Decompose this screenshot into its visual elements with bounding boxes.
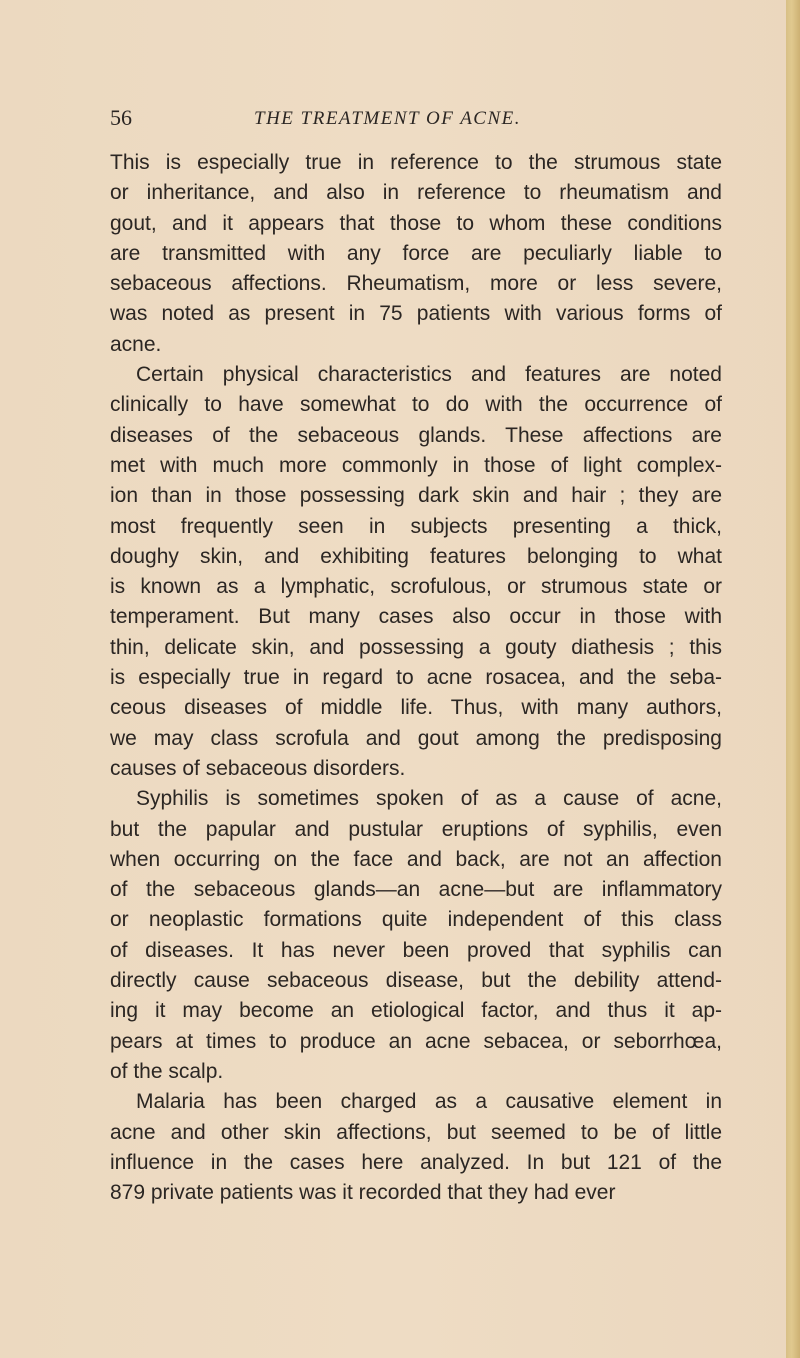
text-line: ing it may become an etiological factor, and thus it ap-	[110, 999, 722, 1023]
text-line: causes of sebaceous disorders.	[110, 756, 406, 780]
text-line: when occurring on the face and back, are not an affection	[110, 847, 722, 871]
text-line: This is especially true in reference to the strumous state	[110, 151, 722, 174]
text-line: temperament. But many cases also occur in those with	[110, 605, 722, 629]
text-line: met with much more commonly in those of light complex-	[110, 453, 722, 477]
text-line: Syphilis is sometimes spoken of as a cause of acne,	[136, 787, 722, 811]
text-line: thin, delicate skin, and possessing a gouty diathesis ; this	[110, 635, 722, 659]
text-line: or inheritance, and also in reference to rheumatism and	[110, 181, 722, 205]
text-line: directly cause sebaceous disease, but the debility attend-	[110, 969, 722, 993]
text-line: clinically to have somewhat to do with the occurrence of	[110, 393, 722, 417]
text-line: we may class scrofula and gout among the predisposing	[110, 726, 722, 750]
text-line: pears at times to produce an acne sebacea, or seborrhœa,	[110, 1029, 722, 1053]
text-line: influence in the cases here analyzed. In but 121 of the	[110, 1150, 722, 1174]
running-title: THE TREATMENT OF ACNE.	[254, 108, 522, 129]
text-line: Certain physical characteristics and features are noted	[136, 363, 722, 387]
paragraph	[110, 1087, 722, 1208]
page-header	[110, 105, 710, 135]
text-line: are transmitted with any force are peculiarly liable to	[110, 241, 722, 265]
text-line: of the scalp.	[110, 1059, 224, 1083]
paragraph	[110, 360, 722, 784]
text-line: gout, and it appears that those to whom these conditions	[110, 211, 722, 235]
paragraph	[110, 148, 722, 360]
text-line: ion than in those possessing dark skin and hair ; they are	[110, 484, 722, 508]
text-line: or neoplastic formations quite independent of this class	[110, 908, 722, 932]
text-line: diseases of the sebaceous glands. These affections are	[110, 423, 722, 447]
page-number: 56	[110, 105, 132, 130]
text-line: ceous diseases of middle life. Thus, with many authors,	[110, 696, 722, 720]
paragraph	[110, 784, 722, 1087]
text-line: Malaria has been charged as a causative element in	[136, 1090, 722, 1114]
text-line: is known as a lymphatic, scrofulous, or strumous state or	[110, 575, 722, 599]
text-line: 879 private patients was it recorded that they had ever	[110, 1181, 616, 1205]
text-line: of the sebaceous glands—an acne—but are inflammatory	[110, 878, 722, 902]
text-line: sebaceous affections. Rheumatism, more or less severe,	[110, 272, 722, 296]
text-line: is especially true in regard to acne rosacea, and the seba-	[110, 666, 722, 690]
body-text	[110, 148, 722, 1208]
text-line: of diseases. It has never been proved that syphilis can	[110, 938, 722, 962]
text-line: but the papular and pustular eruptions of syphilis, even	[110, 817, 722, 841]
text-line: was noted as present in 75 patients with various forms of	[110, 302, 722, 326]
text-line: most frequently seen in subjects presenting a thick,	[110, 514, 722, 538]
text-line: doughy skin, and exhibiting features belonging to what	[110, 544, 722, 568]
text-line: acne.	[110, 332, 162, 356]
page-edge	[786, 0, 800, 1358]
text-line: acne and other skin affections, but seemed to be of little	[110, 1120, 722, 1144]
